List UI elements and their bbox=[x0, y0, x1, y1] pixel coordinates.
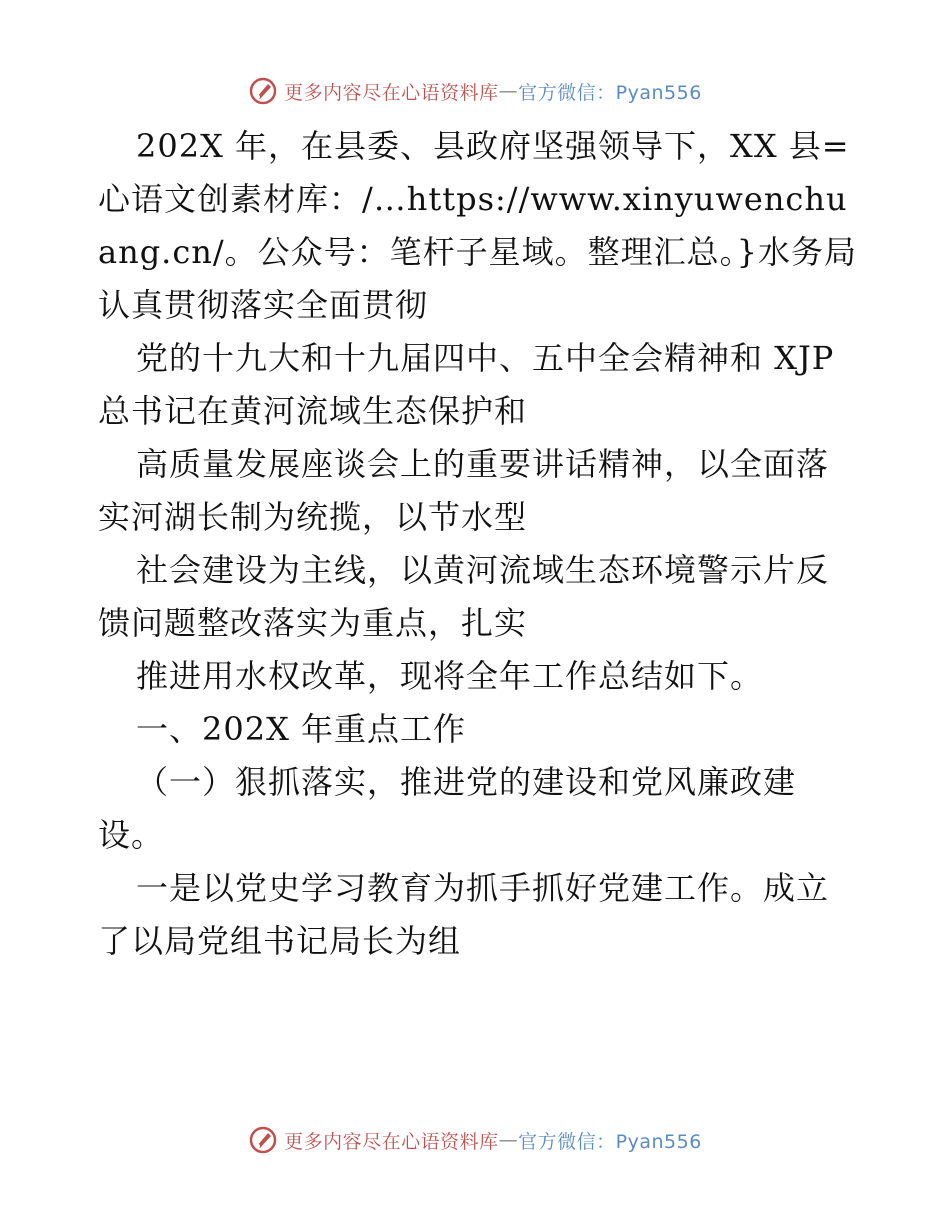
banner-separator: — bbox=[498, 80, 519, 102]
brand-text: 更多内容尽在心语资料库 bbox=[284, 1130, 499, 1153]
document-body bbox=[98, 120, 858, 968]
paragraph: 党的十九大和十九届四中、五中全会精神和 XJP 总书记在黄河流域生态保护和 bbox=[98, 339, 835, 430]
wechat-text: 官方微信：Pyan556 bbox=[518, 1130, 702, 1153]
wechat-text: 官方微信：Pyan556 bbox=[518, 81, 702, 104]
header-watermark bbox=[0, 71, 950, 111]
paragraph: 推进用水权改革，现将全年工作总结如下。 bbox=[136, 657, 764, 695]
paragraph: 高质量发展座谈会上的重要讲话精神，以全面落实河湖长制为统揽，以节水型 bbox=[98, 445, 830, 536]
paragraph: 202X 年，在县委、县政府坚强领导下，XX 县=心语文创素材库：/…https://www.xinyuwenchuang.cn/。公众号：笔杆子星域。整理汇总。}水务局认真贯彻落实全面贯彻 bbox=[98, 127, 858, 324]
paragraph: 社会建设为主线，以黄河流域生态环境警示片反馈问题整改落实为重点，扎实 bbox=[98, 551, 830, 642]
subsection-heading: （一）狠抓落实，推进党的建设和党风廉政建设。 bbox=[98, 763, 797, 854]
section-heading: 一、202X 年重点工作 bbox=[136, 710, 467, 748]
banner-separator: — bbox=[498, 1129, 519, 1151]
brand-text: 更多内容尽在心语资料库 bbox=[284, 81, 499, 104]
pen-circle-icon bbox=[248, 1125, 278, 1155]
footer-watermark bbox=[0, 1120, 950, 1160]
pen-circle-icon bbox=[248, 76, 278, 106]
paragraph: 一是以党史学习教育为抓手抓好党建工作。成立了以局党组书记局长为组 bbox=[98, 869, 830, 960]
